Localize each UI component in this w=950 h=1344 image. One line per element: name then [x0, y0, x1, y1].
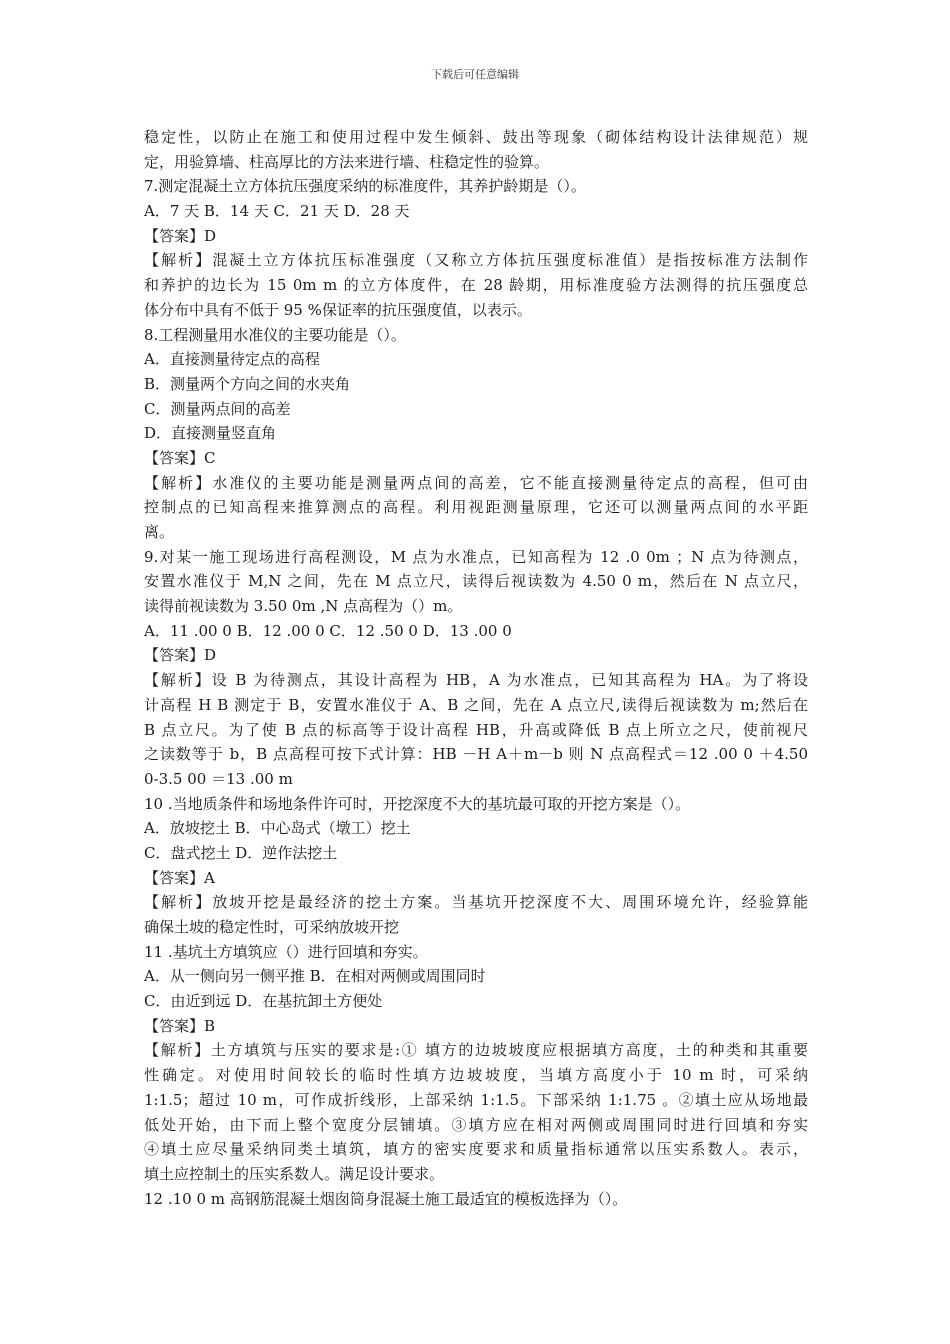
text-line: 【答案】D	[144, 226, 217, 245]
text-line: B 点立尺。为了使 B 点的标高等于设计高程 HB，升高或降低 B 点上所立之尺，使前视尺	[144, 720, 808, 739]
text-line: 【解析】土方填筑与压实的要求是:① 填方的边坡坡度应根据填方高度，土的种类和其重要	[144, 1041, 808, 1060]
text-line: 确保土坡的稳定性时，可采纳放坡开挖	[144, 918, 400, 936]
text-line: 【解析】水准仪的主要功能是测量两点间的高差，它不能直接测量待定点的高程，但可由	[144, 473, 808, 492]
text-line: 稳定性，以防止在施工和使用过程中发生倾斜、鼓出等现象（砌体结构设计法律规范）规	[144, 128, 808, 146]
text-line: 读得前视读数为 3.50 0m ,N 点高程为（）m。	[144, 597, 463, 616]
document-body	[144, 125, 808, 1211]
text-line: 低处开始，由下而上整个宽度分层铺填。③填方应在相对两侧或周围同时进行回填和夯实	[144, 1115, 808, 1134]
text-line: 安置水准仪于 M,N 之间，先在 M 点立尺，读得后视读数为 4.50 0 m，然后在 N 点立尺，	[144, 572, 808, 591]
text-line: ④填土应尽量采纳同类土填筑，填方的密实度要求和质量指标通常以压实系数人。表示，	[144, 1140, 808, 1159]
text-line: 0-3.5 00 ＝13 .00 m	[144, 769, 293, 788]
text-line: A．直接测量待定点的高程	[144, 350, 320, 369]
text-line: 1:1.5；超过 10 m，可作成折线形，上部采纳 1:1.5。下部采纳 1:1.75 。②填土应从场地最	[144, 1090, 808, 1109]
text-line: 11 .基坑土方填筑应（）进行回填和夯实。	[144, 942, 428, 961]
text-line: C．由近到远 D．在基抗卸土方便处	[144, 992, 383, 1011]
text-line: 和养护的边长为 15 0m m 的立方体度件，在 28 龄期，用标准度验方法测得的抗压强度总	[144, 276, 808, 295]
text-line: 【解析】设 B 为待测点，其设计高程为 HB，A 为水准点，已知其高程为 HA。为了将设	[144, 671, 808, 690]
text-line: C．测量两点间的高差	[144, 399, 291, 418]
text-line: 7.测定混凝土立方体抗压强度采纳的标准度件，其养护龄期是（）。	[144, 177, 586, 196]
text-line: C．盘式挖土 D．逆作法挖土	[144, 843, 338, 862]
text-line: A．放坡挖土 B．中心岛式（墩工）挖土	[144, 819, 411, 838]
text-line: 定，用验算墙、柱高厚比的方法来进行墙、柱稳定性的验算。	[144, 152, 550, 171]
text-line: A．11 .00 0 B．12 .00 0 C．12 .50 0 D．13 .00 0	[144, 621, 512, 640]
text-line: 【答案】B	[144, 1016, 216, 1035]
text-line: 8.工程测量用水准仪的主要功能是（）。	[144, 325, 406, 344]
text-line: 【解析】放坡开挖是最经济的挖土方案。当基坑开挖深度不大、周围环境允许，经验算能	[144, 893, 808, 912]
text-line: 10 .当地质条件和场地条件许可时，开挖深度不大的基坑最可取的开挖方案是（）。	[144, 794, 691, 813]
text-line: 9.对某一施工现场进行高程测设，M 点为水准点，已知高程为 12 .0 0m ；N 点为待测点，	[144, 547, 808, 566]
text-line: D．直接测量竖直角	[144, 424, 277, 443]
text-line: 之读数等于 b，B 点高程可按下式计算：HB －H A＋m－b 则 N 点高程式＝12 .00 0 ＋4.50	[144, 745, 808, 764]
page-header: 下载后可任意编辑	[431, 68, 519, 81]
text-line: 12 .10 0 m 高钢筋混凝土烟囱筒身混凝土施工最适宜的模板选择为（）。	[144, 1189, 628, 1208]
text-line: 【答案】C	[144, 448, 216, 467]
text-line: 控制点的已知高程来推算测点的高程。利用视距测量原理，它还可以测量两点间的水平距	[144, 498, 808, 517]
text-line: 填土应控制土的压实系数人。满足设计要求。	[144, 1164, 445, 1183]
text-line: B．测量两个方向之间的水夹角	[144, 374, 351, 393]
text-line: 性确定。对使用时间较长的临时性填方边坡坡度，当填方高度小于 10 m 时，可采纳	[144, 1066, 808, 1085]
text-line: A．从一侧向另一侧平推 B．在相对两侧或周围同时	[144, 967, 486, 986]
text-line: 计高程 H B 测定于 B，安置水准仪于 A、B 之间，先在 A 点立尺,读得后视读数为 m;然后在	[144, 695, 808, 714]
text-line: 离。	[144, 523, 175, 541]
text-line: 体分布中具有不低于 95 %保证率的抗压强度值，以表示。	[144, 300, 532, 319]
text-line: 【解析】混凝土立方体抗压标准强度（又称立方体抗压强度标准值）是指按标准方法制作	[144, 251, 808, 270]
text-line: 【答案】D	[144, 646, 217, 665]
text-line: A．7 天 B．14 天 C．21 天 D．28 天	[144, 202, 410, 221]
text-line: 【答案】A	[144, 868, 215, 887]
